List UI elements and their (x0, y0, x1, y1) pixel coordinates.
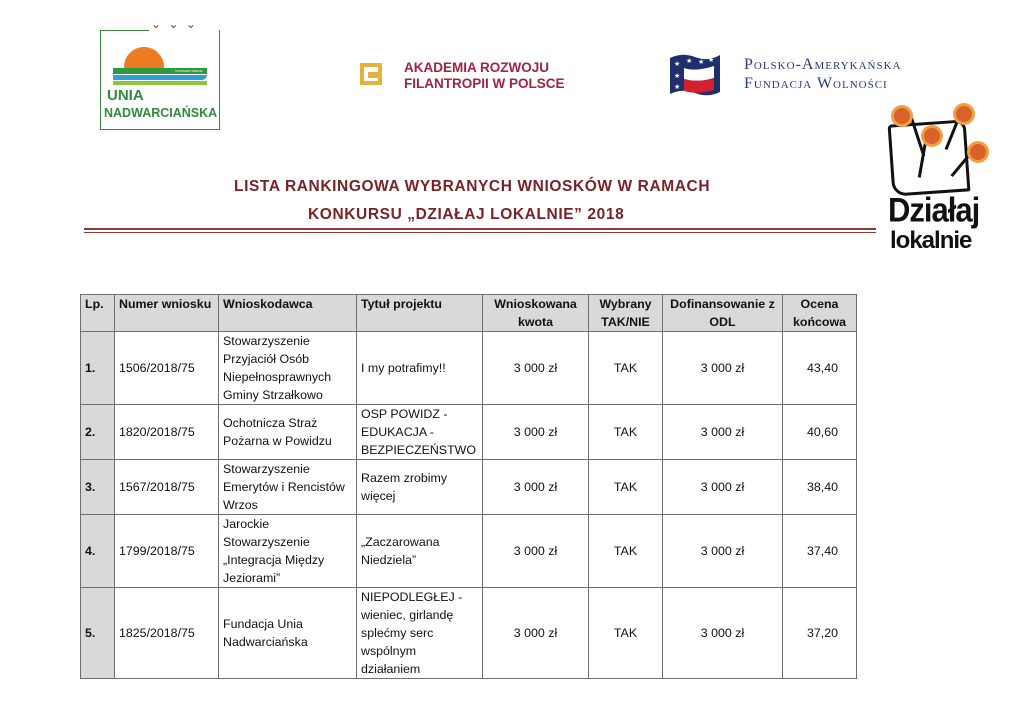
cell-kwota: 3 000 zł (483, 515, 589, 588)
ranking-table (80, 294, 857, 679)
table-row (81, 515, 857, 588)
svg-text:★: ★ (708, 57, 715, 64)
pafw-logo (666, 50, 936, 102)
cell-ocena: 37,20 (783, 588, 857, 679)
cell-tytul: OSP POWIDZ - EDUKACJA - BEZPIECZEŃSTWO (357, 405, 483, 460)
flower-icon (970, 144, 986, 160)
flower-icon (924, 128, 940, 144)
cell-wybrany: TAK (589, 332, 663, 405)
cell-dofinansowanie: 3 000 zł (663, 332, 783, 405)
svg-text:★: ★ (674, 84, 681, 91)
logo-dzialaj-line1: Działaj (888, 190, 980, 230)
cell-wnioskodawca: Jarockie Stowarzyszenie „Integracja Między Jeziorami” (219, 515, 357, 588)
col-header-wnioskodawca: Wnioskodawca (219, 295, 357, 332)
cell-wybrany: TAK (589, 460, 663, 515)
logo-tag: STOWARZYSZENIE (175, 69, 203, 73)
cell-wybrany: TAK (589, 515, 663, 588)
cell-dofinansowanie: 3 000 zł (663, 460, 783, 515)
logo-akademia-line1: AKADEMIA ROZWOJU (404, 60, 549, 75)
cell-ocena: 43,40 (783, 332, 857, 405)
cell-wnioskodawca: Fundacja Unia Nadwarciańska (219, 588, 357, 679)
page-title-line2: KONKURSU „DZIAŁAJ LOKALNIE” 2018 (308, 206, 625, 223)
cell-ocena: 38,40 (783, 460, 857, 515)
dzialaj-lokalnie-logo (880, 104, 992, 260)
cell-wnioskodawca: Stowarzyszenie Emerytów i Rencistów Wrzos (219, 460, 357, 515)
cell-tytul: Razem zrobimy więcej (357, 460, 483, 515)
cell-numer: 1799/2018/75 (115, 515, 219, 588)
svg-text:★: ★ (686, 58, 693, 65)
logo-pafw-line1: Polsko-Amerykańska (744, 56, 902, 73)
flower-icon (894, 108, 910, 124)
table-header-row (81, 295, 857, 332)
cell-lp: 1. (81, 332, 115, 405)
col-header-lp: Lp. (81, 295, 115, 332)
logo-akademia-line2: FILANTROPII W POLSCE (404, 76, 565, 91)
cell-kwota: 3 000 zł (483, 460, 589, 515)
cell-numer: 1825/2018/75 (115, 588, 219, 679)
cell-wybrany: TAK (589, 588, 663, 679)
cell-kwota: 3 000 zł (483, 405, 589, 460)
akademia-rozwoju-filantropii-logo (358, 60, 588, 94)
cell-kwota: 3 000 zł (483, 588, 589, 679)
title-divider (84, 228, 876, 230)
title-divider (84, 232, 876, 233)
svg-text:★: ★ (674, 73, 681, 80)
cell-tytul: „Zaczarowana Niedziela” (357, 515, 483, 588)
cell-lp: 5. (81, 588, 115, 679)
col-header-wybrany: Wybrany TAK/NIE (589, 295, 663, 332)
meadow-band (113, 81, 207, 85)
cell-wnioskodawca: Stowarzyszenie Przyjaciół Osób Niepełnosprawnych Gminy Strzałkowo (219, 332, 357, 405)
cell-numer: 1820/2018/75 (115, 405, 219, 460)
cell-lp: 2. (81, 405, 115, 460)
cell-tytul: NIEPODLEGŁEJ - wieniec, girlandę splećmy serc wspólnym działaniem (357, 588, 483, 679)
cell-ocena: 40,60 (783, 405, 857, 460)
cell-tytul: I my potrafimy!! (357, 332, 483, 405)
col-header-dofinansowanie: Dofinansowanie z ODL (663, 295, 783, 332)
cell-wybrany: TAK (589, 405, 663, 460)
cell-lp: 4. (81, 515, 115, 588)
table-row (81, 460, 857, 515)
col-header-ocena: Ocena końcowa (783, 295, 857, 332)
col-header-numer: Numer wniosku (115, 295, 219, 332)
birds-icon: ⌄ ⌄ ⌄ (151, 17, 198, 31)
logo-dzialaj-line2: lokalnie (890, 227, 972, 254)
river-band (113, 75, 207, 80)
svg-text:★: ★ (674, 61, 681, 68)
table-row (81, 588, 857, 679)
logo-unia-line2: NADWARCIAŃSKA (104, 106, 218, 120)
col-header-tytul: Tytuł projektu (357, 295, 483, 332)
cell-lp: 3. (81, 460, 115, 515)
table-row (81, 405, 857, 460)
cell-kwota: 3 000 zł (483, 332, 589, 405)
cell-dofinansowanie: 3 000 zł (663, 405, 783, 460)
akademia-mark-icon (360, 63, 382, 85)
cell-numer: 1506/2018/75 (115, 332, 219, 405)
unia-nadwarcianska-logo (100, 17, 220, 130)
logo-pafw-line2: Fundacja Wolności (744, 75, 888, 92)
table-row (81, 332, 857, 405)
col-header-kwota: Wnioskowana kwota (483, 295, 589, 332)
flag-icon (668, 52, 722, 98)
logo-unia-line1: UNIA (107, 87, 144, 104)
cell-dofinansowanie: 3 000 zł (663, 515, 783, 588)
svg-text:★: ★ (698, 59, 705, 66)
page-title-line1: LISTA RANKINGOWA WYBRANYCH WNIOSKÓW W RAMACH (234, 178, 711, 195)
cell-numer: 1567/2018/75 (115, 460, 219, 515)
cell-dofinansowanie: 3 000 zł (663, 588, 783, 679)
flower-icon (956, 106, 972, 122)
cell-wnioskodawca: Ochotnicza Straż Pożarna w Powidzu (219, 405, 357, 460)
cell-ocena: 37,40 (783, 515, 857, 588)
